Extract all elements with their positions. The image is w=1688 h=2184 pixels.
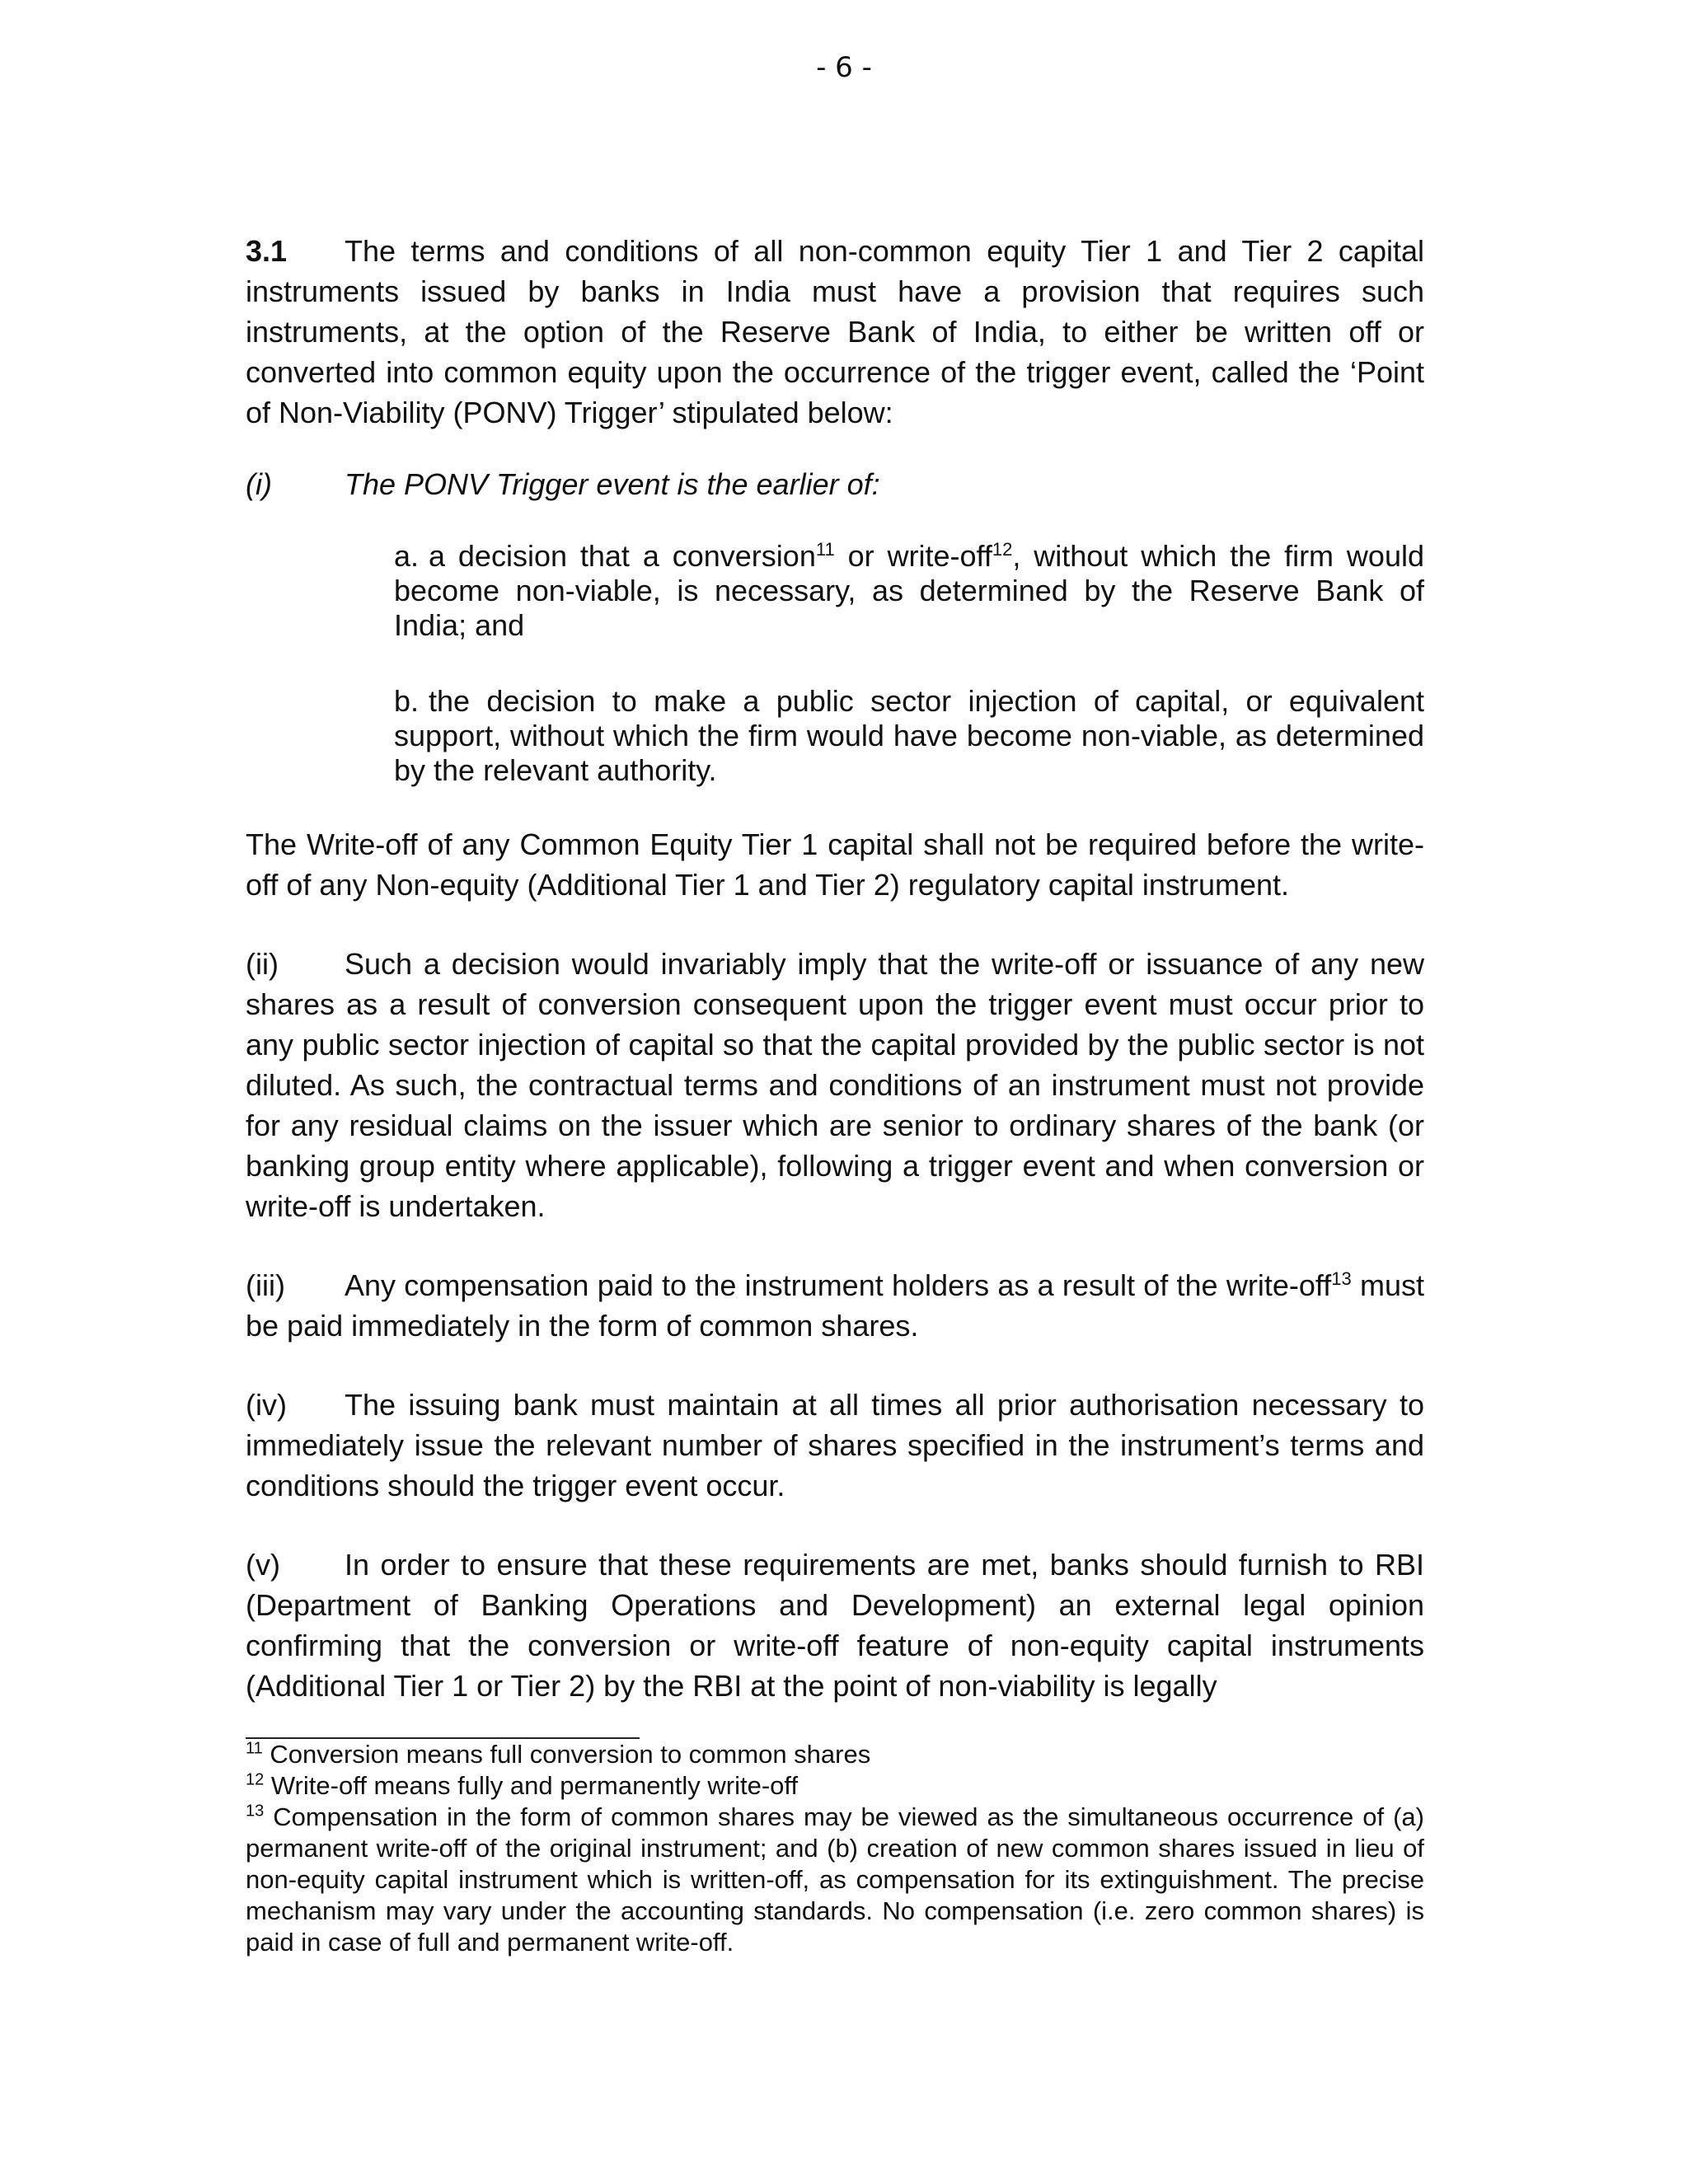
- item-i-text: The PONV Trigger event is the earlier of:: [345, 467, 880, 501]
- footnote-12: [246, 1770, 1424, 1802]
- section-3-1-paragraph: [246, 231, 1424, 433]
- page-number: - 6 -: [816, 51, 872, 84]
- item-v-paragraph: [246, 1544, 1424, 1706]
- footnote-11: [246, 1739, 1424, 1770]
- sub-item-a: [394, 539, 1424, 643]
- sub-item-a-letter: a.: [394, 539, 420, 573]
- item-iv-label: (iv): [246, 1388, 287, 1422]
- section-text: The terms and conditions of all non-common equity Tier 1 and Tier 2 capital instruments issued by banks in India must have a provision that requires such instruments, at the option of the Reserve Bank of India, to either be written off or converted into common equity upon the occurrence of the trigger event, called the ‘Point of Non-Viability (PONV) Trigger’ stipulated below:: [246, 234, 1424, 429]
- item-iii-paragraph: [246, 1265, 1424, 1346]
- item-ii-text: Such a decision would invariably imply that the write-off or issuance of any new shares as a result of conversion consequent upon the trigger event must occur prior to any public sector injection of capital so that the capital provided by the public sector is not diluted. As such, the contractual terms and conditions of an instrument must not provide for any residual claims on the issuer which are senior to ordinary shares of the bank (or banking group entity where applicable), following a trigger event and when conversion or write-off is undertaken.: [246, 947, 1424, 1223]
- footnote-ref-13: 13: [1331, 1268, 1352, 1289]
- footnote-number: 11: [246, 1739, 263, 1758]
- sub-item-a-text1: a decision that a conversion: [429, 539, 816, 573]
- item-ii-label: (ii): [246, 947, 279, 981]
- item-iii-label: (iii): [246, 1268, 285, 1302]
- writeoff-note-paragraph: The Write-off of any Common Equity Tier 1 capital shall not be required before the write-off of any Non-equity (Additional Tier 1 and Tier 2) regulatory capital instrument.: [246, 827, 1424, 902]
- item-v-text: In order to ensure that these requirements are met, banks should furnish to RBI (Department of Banking Operations and Development) an external legal opinion confirming that the conversion or write-off feature of non-equity capital instruments (Additional Tier 1 or Tier 2) by the RBI at the point of non-viability is legally: [246, 1548, 1424, 1703]
- sub-item-b-text: the decision to make a public sector injection of capital, or equivalent support, without which the firm would have become non-viable, as determined by the relevant authority.: [394, 684, 1424, 787]
- footnote-ref-11: 11: [815, 539, 835, 560]
- sub-item-b: [394, 684, 1424, 788]
- item-iv-paragraph: [246, 1385, 1424, 1506]
- footnote-13: [246, 1802, 1424, 1958]
- sub-item-a-text3: , without which the firm would become non-viable, is necessary, as determined by the Reserve Bank of India; and: [394, 539, 1424, 642]
- footnote-number: 13: [246, 1802, 265, 1821]
- item-v-label: (v): [246, 1548, 280, 1582]
- footnote-ref-12: 12: [992, 539, 1013, 560]
- item-i-label: (i): [246, 467, 272, 501]
- sub-item-b-letter: b.: [394, 684, 420, 718]
- item-i-paragraph: [246, 464, 1424, 504]
- footnotes: [246, 1739, 1424, 1958]
- item-ii-paragraph: [246, 944, 1424, 1226]
- item-iii-text1: Any compensation paid to the instrument holders as a result of the write-off: [345, 1268, 1332, 1302]
- document-body: [246, 231, 1424, 1706]
- footnote-text: Conversion means full conversion to common shares: [262, 1740, 871, 1769]
- item-iv-text: The issuing bank must maintain at all times all prior authorisation necessary to immediately issue the relevant number of shares specified in the instrument’s terms and conditions should the trigger event occur.: [246, 1388, 1424, 1502]
- item-iii-text2: must be paid immediately in the form of common shares.: [246, 1268, 1425, 1343]
- footnote-text: Compensation in the form of common shares may be viewed as the simultaneous occurrence of (a) permanent write-off of the original instrument; and (b) creation of new common shares issued in lieu of non-equity capital instrument which is written-off, as compensation for its extinguishment. The precise mechanism may vary under the accounting standards. No compensation (i.e. zero common shares) is paid in case of full and permanent write-off.: [246, 1802, 1424, 1957]
- footnote-text: Write-off means fully and permanently write-off: [264, 1771, 799, 1800]
- sub-item-a-text2: or write-off: [834, 539, 992, 573]
- footnote-number: 12: [246, 1770, 265, 1789]
- section-number: 3.1: [246, 234, 288, 268]
